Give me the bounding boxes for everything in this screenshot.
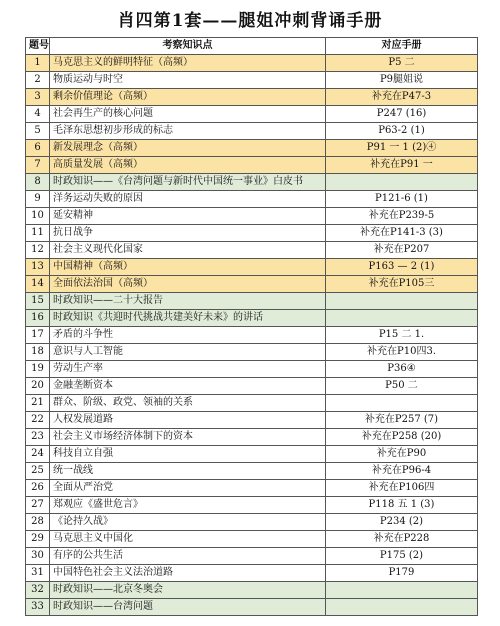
table-row (26, 123, 478, 140)
table-row (26, 259, 478, 276)
row-manual-ref (326, 310, 478, 327)
row-number: 25 (26, 463, 50, 480)
row-topic: 人权发展道路 (50, 412, 326, 429)
row-manual-ref: P15 二 1. (326, 327, 478, 344)
row-topic: 科技自立自强 (50, 446, 326, 463)
row-topic: 全面从严治党 (50, 480, 326, 497)
row-manual-ref: 补充在P207 (326, 242, 478, 259)
row-topic: 郑观应《盛世危言》 (50, 497, 326, 514)
row-topic: 抗日战争 (50, 225, 326, 242)
row-manual-ref: P247 (16) (326, 106, 478, 123)
row-number: 31 (26, 565, 50, 582)
table-row (26, 429, 478, 446)
table-row (26, 565, 478, 582)
row-topic: 新发展理念（高频） (50, 140, 326, 157)
table-header-row (26, 38, 478, 55)
row-topic: 延安精神 (50, 208, 326, 225)
row-number: 30 (26, 548, 50, 565)
table-row (26, 293, 478, 310)
row-number: 20 (26, 378, 50, 395)
row-manual-ref: P118 五 1 (3) (326, 497, 478, 514)
row-number: 15 (26, 293, 50, 310)
table-row (26, 106, 478, 123)
row-number: 19 (26, 361, 50, 378)
table-row (26, 174, 478, 191)
row-manual-ref: 补充在P106四 (326, 480, 478, 497)
table-row (26, 157, 478, 174)
row-number: 5 (26, 123, 50, 140)
row-topic: 时政知识《共迎时代挑战共建美好未来》的讲话 (50, 310, 326, 327)
row-manual-ref (326, 599, 478, 616)
row-manual-ref: 补充在P105三 (326, 276, 478, 293)
row-topic: 马克思主义的鲜明特征（高频） (50, 55, 326, 72)
row-manual-ref (326, 395, 478, 412)
table-row (26, 310, 478, 327)
row-topic: 社会主义现代化国家 (50, 242, 326, 259)
row-number: 27 (26, 497, 50, 514)
table-row (26, 344, 478, 361)
header-topic: 考察知识点 (50, 38, 326, 55)
table-row (26, 242, 478, 259)
row-number: 22 (26, 412, 50, 429)
table-row (26, 55, 478, 72)
row-manual-ref: P121-6 (1) (326, 191, 478, 208)
table-row (26, 548, 478, 565)
table-row (26, 599, 478, 616)
row-manual-ref: P91 一 1 (2)④ (326, 140, 478, 157)
row-manual-ref: 补充在P228 (326, 531, 478, 548)
row-topic: 中国精神（高频） (50, 259, 326, 276)
table-row (26, 514, 478, 531)
table-row (26, 531, 478, 548)
row-number: 3 (26, 89, 50, 106)
row-number: 8 (26, 174, 50, 191)
row-manual-ref: 补充在P47-3 (326, 89, 478, 106)
row-manual-ref: 补充在P91 一 (326, 157, 478, 174)
row-manual-ref: 补充在P239-5 (326, 208, 478, 225)
header-manual: 对应手册 (326, 38, 478, 55)
row-number: 7 (26, 157, 50, 174)
table-row (26, 225, 478, 242)
row-number: 21 (26, 395, 50, 412)
row-topic: 矛盾的斗争性 (50, 327, 326, 344)
row-number: 12 (26, 242, 50, 259)
row-number: 33 (26, 599, 50, 616)
row-number: 28 (26, 514, 50, 531)
row-manual-ref: 补充在P257 (7) (326, 412, 478, 429)
row-topic: 统一战线 (50, 463, 326, 480)
table-row (26, 480, 478, 497)
row-topic: 群众、阶级、政党、领袖的关系 (50, 395, 326, 412)
row-topic: 物质运动与时空 (50, 72, 326, 89)
row-number: 4 (26, 106, 50, 123)
table-row (26, 191, 478, 208)
row-number: 23 (26, 429, 50, 446)
row-manual-ref: 补充在P258 (20) (326, 429, 478, 446)
row-topic: 金融垄断资本 (50, 378, 326, 395)
row-number: 18 (26, 344, 50, 361)
row-number: 11 (26, 225, 50, 242)
table-row (26, 497, 478, 514)
row-topic: 社会主义市场经济体制下的资本 (50, 429, 326, 446)
table-row (26, 378, 478, 395)
row-number: 29 (26, 531, 50, 548)
row-number: 32 (26, 582, 50, 599)
row-topic: 时政知识——二十大报告 (50, 293, 326, 310)
row-manual-ref: P50 二 (326, 378, 478, 395)
row-topic: 高质量发展（高频） (50, 157, 326, 174)
row-topic: 社会再生产的核心问题 (50, 106, 326, 123)
row-number: 16 (26, 310, 50, 327)
row-manual-ref: 补充在P10四3. (326, 344, 478, 361)
row-manual-ref: P36④ (326, 361, 478, 378)
table-row (26, 140, 478, 157)
row-number: 2 (26, 72, 50, 89)
page-title: 肖四第1套——腿姐冲刺背诵手册 (117, 11, 383, 31)
row-manual-ref: P175 (2) (326, 548, 478, 565)
row-number: 10 (26, 208, 50, 225)
row-manual-ref (326, 174, 478, 191)
table-row (26, 395, 478, 412)
row-number: 24 (26, 446, 50, 463)
table-row (26, 582, 478, 599)
row-topic: 《论持久战》 (50, 514, 326, 531)
row-number: 14 (26, 276, 50, 293)
row-manual-ref: 补充在P90 (326, 446, 478, 463)
row-number: 13 (26, 259, 50, 276)
row-topic: 全面依法治国（高频） (50, 276, 326, 293)
row-manual-ref: 补充在P96-4 (326, 463, 478, 480)
table-row (26, 276, 478, 293)
row-topic: 毛泽东思想初步形成的标志 (50, 123, 326, 140)
table-row (26, 72, 478, 89)
table-row (26, 89, 478, 106)
row-manual-ref (326, 582, 478, 599)
row-topic: 马克思主义中国化 (50, 531, 326, 548)
table-row (26, 327, 478, 344)
row-number: 9 (26, 191, 50, 208)
row-manual-ref (326, 293, 478, 310)
row-manual-ref: P5 二 (326, 55, 478, 72)
row-topic: 时政知识——台湾问题 (50, 599, 326, 616)
study-table (25, 37, 478, 616)
row-topic: 意识与人工智能 (50, 344, 326, 361)
table-row (26, 361, 478, 378)
row-topic: 劳动生产率 (50, 361, 326, 378)
row-manual-ref: P234 (2) (326, 514, 478, 531)
row-manual-ref: P63-2 (1) (326, 123, 478, 140)
row-topic: 时政知识——《台湾问题与新时代中国统一事业》白皮书 (50, 174, 326, 191)
header-num: 题号 (26, 38, 50, 55)
row-number: 17 (26, 327, 50, 344)
table-row (26, 412, 478, 429)
row-topic: 剩余价值理论（高频） (50, 89, 326, 106)
row-manual-ref: P9腿姐说 (326, 72, 478, 89)
row-topic: 有序的公共生活 (50, 548, 326, 565)
row-number: 1 (26, 55, 50, 72)
table-row (26, 446, 478, 463)
row-manual-ref: P179 (326, 565, 478, 582)
row-manual-ref: P163 — 2 (1) (326, 259, 478, 276)
row-topic: 时政知识——北京冬奥会 (50, 582, 326, 599)
table-row (26, 208, 478, 225)
row-manual-ref: 补充在P141-3 (3) (326, 225, 478, 242)
row-topic: 中国特色社会主义法治道路 (50, 565, 326, 582)
row-number: 26 (26, 480, 50, 497)
row-number: 6 (26, 140, 50, 157)
table-row (26, 463, 478, 480)
row-topic: 洋务运动失败的原因 (50, 191, 326, 208)
